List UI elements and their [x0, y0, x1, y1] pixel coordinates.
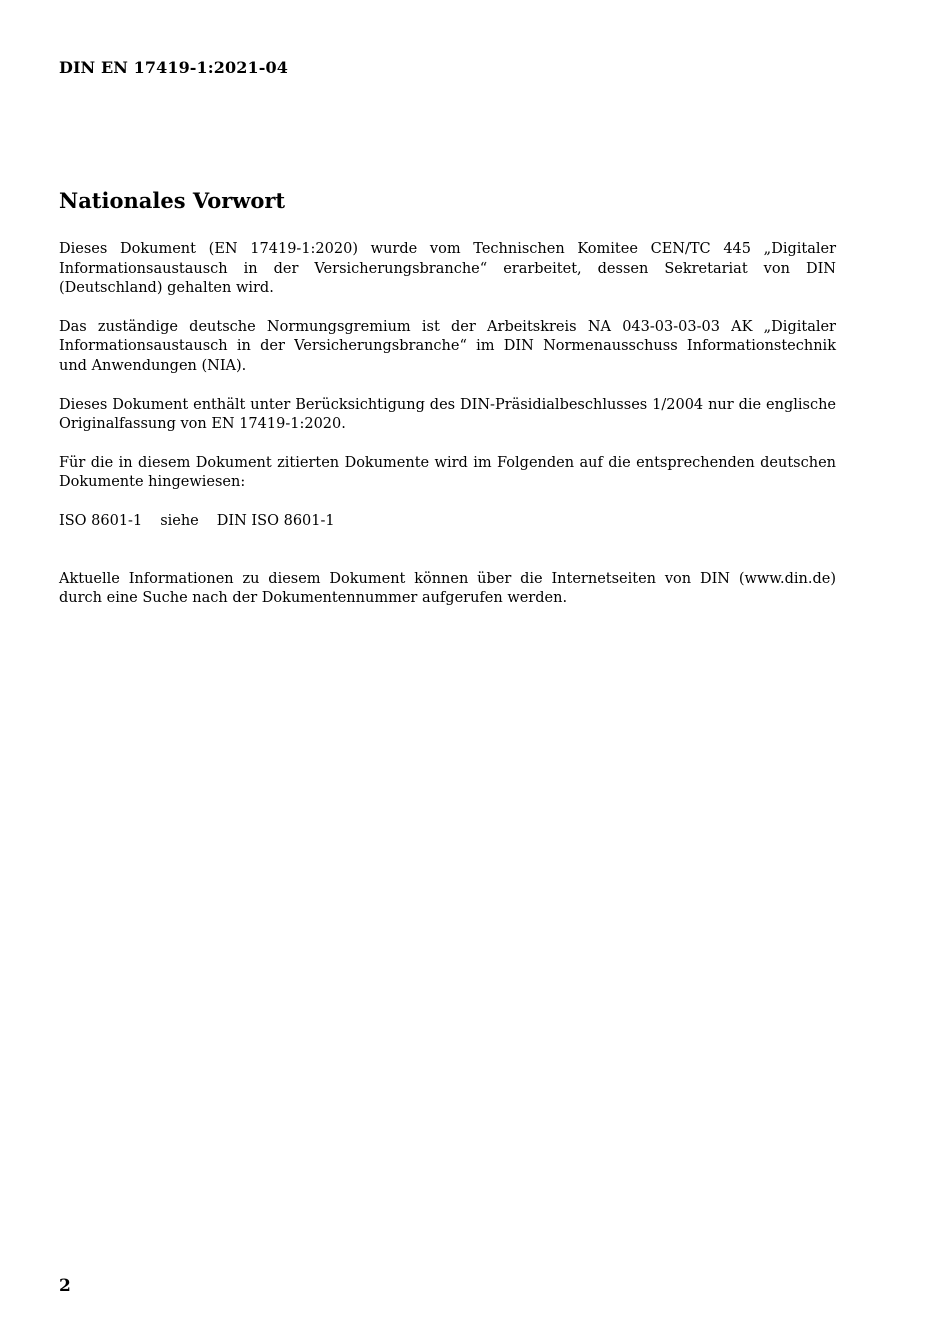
paragraph-language-version: Dieses Dokument enthält unter Berücksichtigung des DIN-Präsidialbeschlusses 1/2004 nur die englische Originalfassung von EN 17419-1:2020.	[59, 396, 836, 433]
reference-target: DIN ISO 8601-1	[216, 512, 335, 529]
paragraph-cited-documents: Für die in diesem Dokument zitierten Dokumente wird im Folgenden auf die entsprechenden deutschen Dokumente hingewiesen:	[59, 454, 836, 491]
document-id-header: DIN EN 17419-1:2021-04	[59, 58, 288, 77]
page-number: 2	[59, 1276, 71, 1296]
main-content	[59, 186, 836, 628]
reference-row	[59, 512, 836, 532]
paragraph-online-info: Aktuelle Informationen zu diesem Dokument können über die Internetseiten von DIN (www.din.de) durch eine Suche nach der Dokumentennummer aufgerufen werden.	[59, 570, 836, 607]
paragraph-standards-body: Das zuständige deutsche Normungsgremium ist der Arbeitskreis NA 043-03-03-03 AK „Digitaler Informationsaustausch in der Versicherungsbranche“ im DIN Normenausschuss Informationstechnik und Anwendungen (NIA).	[59, 318, 836, 374]
reference-relation: siehe	[160, 512, 199, 529]
reference-source: ISO 8601-1	[59, 512, 143, 529]
section-title: Nationales Vorwort	[59, 188, 286, 213]
paragraph-committee: Dieses Dokument (EN 17419-1:2020) wurde vom Technischen Komitee CEN/TC 445 „Digitaler Informationsaustausch in der Versicherungsbranche“ erarbeitet, dessen Sekretariat von DIN (Deutschland) gehalten wird.	[59, 241, 836, 297]
